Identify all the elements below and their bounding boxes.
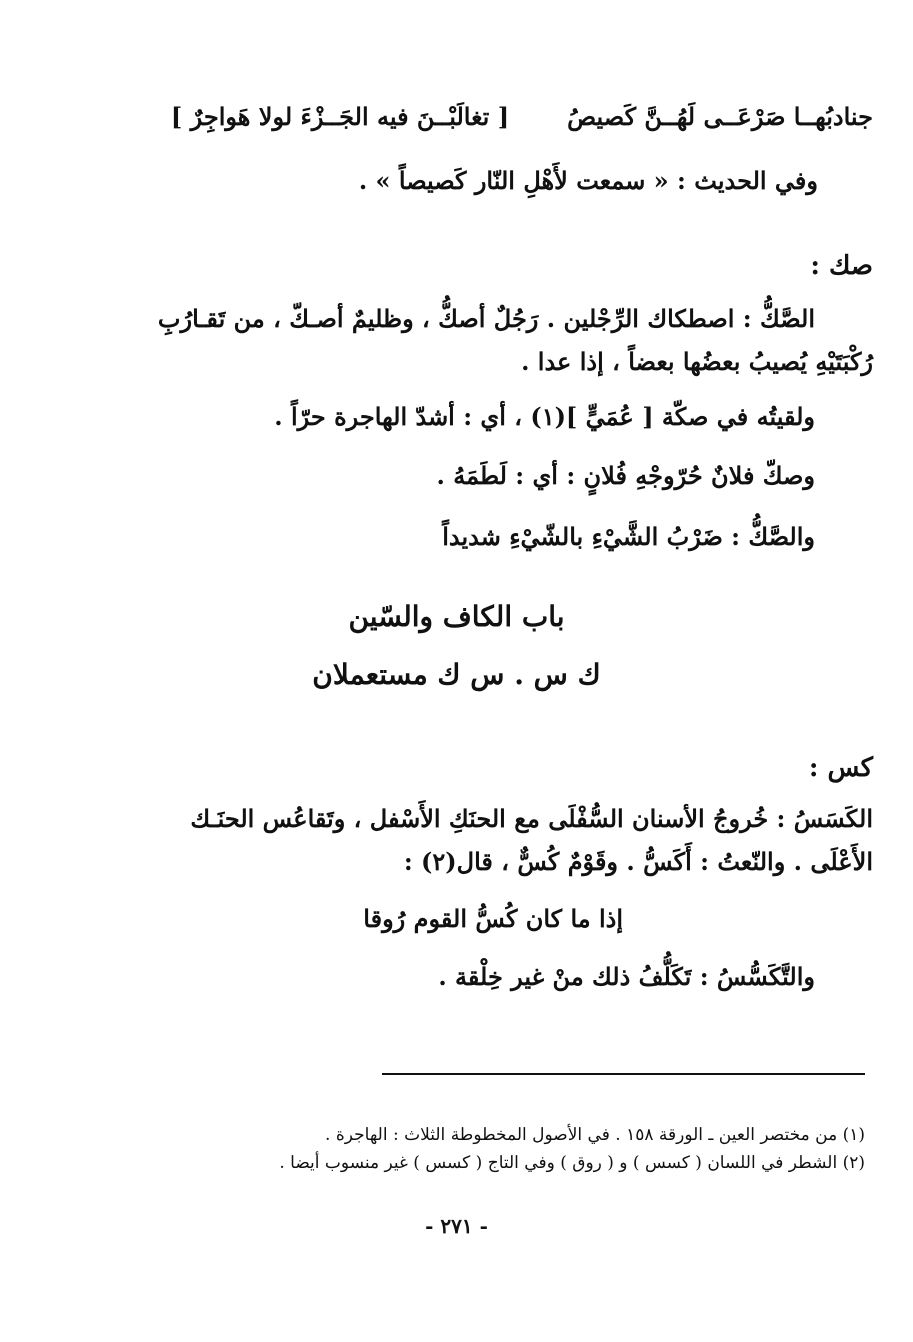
entry-sk-line-2: رُكْبَتَيْهِ يُصيبُ بعضُها بعضاً ، إذا عدا . [521,347,873,376]
footnote-2: (٢) الشطر في اللسان ( كسس ) و ( روق ) وفي التاج ( كسس ) غير منسوب أيضا . [279,1153,865,1173]
entry-heading-ks: كس : [808,753,873,783]
verse-first-hemistich: جنادبُهــا صَرْعَــى لَهُــنَّ كَصيصُ [567,102,873,131]
hadith-line: وفي الحديث : « سمعت لأَهْلِ النّار كَصيصاً » . [358,166,818,195]
entry-sk-line-4: وصكّ فلانٌ حُرّوجْهِ فُلانٍ : أي : لَطَمَهُ . [436,461,815,490]
entry-heading-sk: صك : [810,251,873,281]
footnote-1: (١) من مختصر العين ـ الورقة ١٥٨ . في الأصول المخطوطة الثلاث : الهاجرة . [325,1125,865,1145]
chapter-subtitle: ك س . س ك مستعملان [312,658,601,691]
entry-ks-line-4: والتَّكَسُّسُ : تَكَلُّفُ ذلك منْ غير خِلْقة . [438,962,815,991]
entry-ks-verse: إذا ما كان كُسُّ القوم رُوقا [363,904,623,933]
page-number: - ٢٧١ - [425,1214,488,1238]
entry-ks-line-1: الكَسَسُ : خُروجُ الأسنان السُّفْلَى مع الحنَكِ الأَسْفل ، وتَقاعُس الحنَـك [190,804,873,833]
footnote-separator [382,1073,865,1075]
entry-sk-line-5: والصَّكُّ : ضَرْبُ الشَّيْءِ بالشّيْءِ شديداً [442,522,815,551]
chapter-title: باب الكاف والسّين [348,600,565,633]
entry-ks-line-2: الأَعْلَى . والنّعتُ : أَكَسُّ . وقَوْمٌ كُسٌّ ، قال(٢) : [403,847,873,876]
entry-sk-line-3: ولقيتُه في صكّة [ عُمَيٍّ ](١) ، أي : أشدّ الهاجرة حرّاً . [274,402,815,431]
entry-sk-line-1: الصَّكُّ : اصطكاك الرِّجْلين . رَجُلٌ أصكُّ ، وظليمٌ أصـكّ ، من تَقـارُبِ [157,304,815,333]
verse-second-hemistich: [ تغالَبْــنَ فيه الجَــزْءَ لولا هَواجِرٌ ] [170,102,510,131]
